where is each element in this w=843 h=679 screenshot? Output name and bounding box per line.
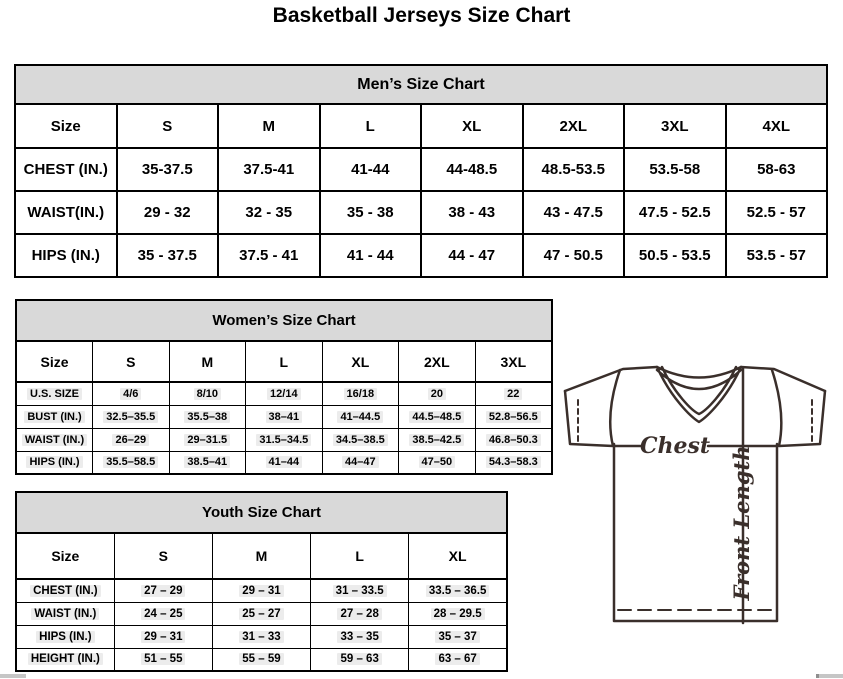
youth-row-label: WAIST (IN.) (16, 602, 114, 625)
youth-table-row (16, 579, 507, 602)
mens-size-chart-table (14, 64, 828, 278)
youth-row-label: HIPS (IN.) (16, 625, 114, 648)
women-size-value: 22 (475, 382, 552, 405)
women-size-value: 29–31.5 (169, 428, 246, 451)
men-row-label: HIPS (IN.) (15, 234, 117, 277)
youth-size-value: 51 – 55 (114, 648, 212, 671)
jersey-right-sleeve (772, 370, 825, 446)
youth-table-row (16, 602, 507, 625)
youth-size-value: 63 – 67 (409, 648, 507, 671)
men-size-value: 52.5 - 57 (726, 191, 828, 234)
youth-size-value: 31 – 33.5 (311, 579, 409, 602)
women-row-label: U.S. SIZE (16, 382, 93, 405)
men-size-value: 35-37.5 (117, 148, 219, 191)
men-column-header-2xl: 2XL (523, 104, 625, 148)
women-size-value: 31.5–34.5 (246, 428, 323, 451)
men-column-header-l: L (320, 104, 422, 148)
women-size-value: 8/10 (169, 382, 246, 405)
women-size-value: 41–44 (246, 451, 323, 474)
men-size-value: 35 - 38 (320, 191, 422, 234)
men-column-header-xl: XL (421, 104, 523, 148)
women-size-value: 54.3–58.3 (475, 451, 552, 474)
scrollbar-fragment-right (819, 674, 843, 678)
youth-table-row (16, 648, 507, 671)
youth-size-value: 29 – 31 (114, 625, 212, 648)
men-row-label: CHEST (IN.) (15, 148, 117, 191)
women-size-value: 38–41 (246, 405, 323, 428)
men-size-value: 44 - 47 (421, 234, 523, 277)
women-size-value: 34.5–38.5 (322, 428, 399, 451)
women-column-header-3xl: 3XL (475, 341, 552, 382)
men-table-row (15, 191, 827, 234)
men-size-value: 37.5 - 41 (218, 234, 320, 277)
men-size-value: 53.5-58 (624, 148, 726, 191)
women-table-row (16, 428, 552, 451)
women-size-value: 16/18 (322, 382, 399, 405)
men-size-value: 32 - 35 (218, 191, 320, 234)
men-size-value: 47.5 - 52.5 (624, 191, 726, 234)
men-size-value: 38 - 43 (421, 191, 523, 234)
women-row-label: WAIST (IN.) (16, 428, 93, 451)
women-size-value: 4/6 (93, 382, 170, 405)
men-column-header-size: Size (15, 104, 117, 148)
women-table-row (16, 382, 552, 405)
youth-size-value: 29 – 31 (212, 579, 310, 602)
women-size-value: 32.5–35.5 (93, 405, 170, 428)
men-size-value: 35 - 37.5 (117, 234, 219, 277)
men-size-value: 44-48.5 (421, 148, 523, 191)
women-row-label: BUST (IN.) (16, 405, 93, 428)
men-table-row (15, 234, 827, 277)
men-size-value: 53.5 - 57 (726, 234, 828, 277)
women-size-value: 20 (399, 382, 476, 405)
women-column-header-s: S (93, 341, 170, 382)
men-column-header-4xl: 4XL (726, 104, 828, 148)
youth-size-value: 24 – 25 (114, 602, 212, 625)
women-size-value: 26–29 (93, 428, 170, 451)
youth-size-chart-table (15, 491, 508, 672)
youth-size-value: 31 – 33 (212, 625, 310, 648)
women-size-value: 46.8–50.3 (475, 428, 552, 451)
youth-size-value: 25 – 27 (212, 602, 310, 625)
women-size-value: 44.5–48.5 (399, 405, 476, 428)
men-size-value: 41-44 (320, 148, 422, 191)
women-size-value: 12/14 (246, 382, 323, 405)
youth-size-value: 33.5 – 36.5 (409, 579, 507, 602)
women-size-value: 38.5–41 (169, 451, 246, 474)
youth-size-value: 55 – 59 (212, 648, 310, 671)
women-column-header-l: L (246, 341, 323, 382)
youth-row-label: HEIGHT (IN.) (16, 648, 114, 671)
women-table-row (16, 405, 552, 428)
womens-size-chart-table (15, 299, 553, 475)
youth-column-header-l: L (311, 533, 409, 579)
scrollbar-fragment-dot (816, 674, 819, 678)
jersey-outline (565, 367, 825, 391)
jersey-measurement-diagram (556, 358, 843, 670)
men-size-value: 50.5 - 53.5 (624, 234, 726, 277)
women-column-header-size: Size (16, 341, 93, 382)
men-column-header-s: S (117, 104, 219, 148)
women-size-value: 41–44.5 (322, 405, 399, 428)
youth-size-value: 35 – 37 (409, 625, 507, 648)
youth-size-value: 27 – 28 (311, 602, 409, 625)
women-size-value: 44–47 (322, 451, 399, 474)
women-table-row (16, 451, 552, 474)
women-size-value: 52.8–56.5 (475, 405, 552, 428)
men-size-value: 58-63 (726, 148, 828, 191)
women-size-value: 38.5–42.5 (399, 428, 476, 451)
men-size-value: 43 - 47.5 (523, 191, 625, 234)
youth-column-header-xl: XL (409, 533, 507, 579)
men-column-header-3xl: 3XL (624, 104, 726, 148)
youth-column-header-m: M (212, 533, 310, 579)
men-size-value: 29 - 32 (117, 191, 219, 234)
women-size-value: 47–50 (399, 451, 476, 474)
youth-size-value: 59 – 63 (311, 648, 409, 671)
men-size-value: 41 - 44 (320, 234, 422, 277)
jersey-collar (657, 367, 741, 422)
men-chart-title: Men’s Size Chart (15, 65, 827, 104)
youth-size-value: 33 – 35 (311, 625, 409, 648)
men-row-label: WAIST(IN.) (15, 191, 117, 234)
youth-row-label: CHEST (IN.) (16, 579, 114, 602)
women-chart-title: Women’s Size Chart (16, 300, 552, 341)
women-column-header-xl: XL (322, 341, 399, 382)
men-size-value: 37.5-41 (218, 148, 320, 191)
men-size-value: 47 - 50.5 (523, 234, 625, 277)
youth-size-value: 28 – 29.5 (409, 602, 507, 625)
women-column-header-m: M (169, 341, 246, 382)
men-column-header-m: M (218, 104, 320, 148)
women-row-label: HIPS (IN.) (16, 451, 93, 474)
front-length-label: Front Length (729, 445, 754, 601)
page-title: Basketball Jerseys Size Chart (272, 4, 571, 27)
men-table-row (15, 148, 827, 191)
women-size-value: 35.5–58.5 (93, 451, 170, 474)
youth-table-row (16, 625, 507, 648)
men-size-value: 48.5-53.5 (523, 148, 625, 191)
women-size-value: 35.5–38 (169, 405, 246, 428)
youth-column-header-size: Size (16, 533, 114, 579)
youth-chart-title: Youth Size Chart (16, 492, 507, 533)
women-column-header-2xl: 2XL (399, 341, 476, 382)
chest-label: Chest (639, 433, 711, 459)
youth-column-header-s: S (114, 533, 212, 579)
scrollbar-fragment-left (0, 674, 26, 678)
youth-size-value: 27 – 29 (114, 579, 212, 602)
